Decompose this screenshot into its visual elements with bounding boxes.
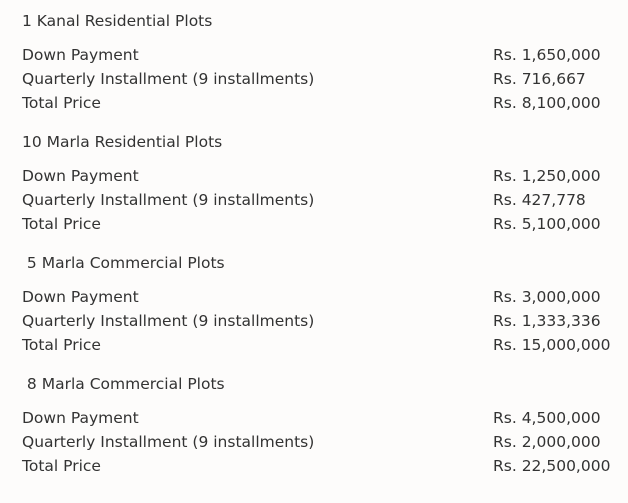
row-label: Down Payment [22,409,139,427]
price-row-quarterly-installment [22,430,610,454]
row-value: Rs. 4,500,000 [493,409,601,427]
price-row-quarterly-installment [22,309,610,333]
row-label: Quarterly Installment (9 installments) [22,312,315,330]
row-value: Rs. 5,100,000 [493,215,601,233]
price-row-down-payment [22,43,601,67]
price-rows [22,285,610,357]
price-rows [22,164,601,236]
row-value: Rs. 2,000,000 [493,433,601,451]
row-label: Total Price [22,336,101,354]
row-label: Down Payment [22,46,139,64]
row-label: Total Price [22,457,101,475]
row-label: Down Payment [22,167,139,185]
row-label: Quarterly Installment (9 installments) [22,433,315,451]
section-title: 8 Marla Commercial Plots [22,375,225,393]
row-value: Rs. 1,333,336 [493,312,601,330]
row-value: Rs. 22,500,000 [493,457,611,475]
row-label: Total Price [22,94,101,112]
section-8-marla-commercial [22,372,610,478]
price-row-total-price [22,212,601,236]
row-value: Rs. 8,100,000 [493,94,601,112]
section-title: 10 Marla Residential Plots [22,133,223,151]
section-1-kanal-residential [22,9,601,115]
section-5-marla-commercial [22,251,610,357]
row-value: Rs. 3,000,000 [493,288,601,306]
row-value: Rs. 15,000,000 [493,336,611,354]
price-row-down-payment [22,164,601,188]
section-title: 1 Kanal Residential Plots [22,12,213,30]
row-label: Down Payment [22,288,139,306]
row-value: Rs. 1,250,000 [493,167,601,185]
price-rows [22,406,610,478]
price-row-total-price [22,333,610,357]
row-value: Rs. 427,778 [493,191,586,209]
price-row-down-payment [22,285,610,309]
price-row-down-payment [22,406,610,430]
price-row-total-price [22,454,610,478]
price-row-quarterly-installment [22,188,601,212]
section-title: 5 Marla Commercial Plots [22,254,225,272]
row-label: Quarterly Installment (9 installments) [22,191,315,209]
row-value: Rs. 716,667 [493,70,586,88]
row-label: Total Price [22,215,101,233]
price-row-quarterly-installment [22,67,601,91]
row-value: Rs. 1,650,000 [493,46,601,64]
row-label: Quarterly Installment (9 installments) [22,70,315,88]
price-rows [22,43,601,115]
section-10-marla-residential [22,130,601,236]
price-row-total-price [22,91,601,115]
